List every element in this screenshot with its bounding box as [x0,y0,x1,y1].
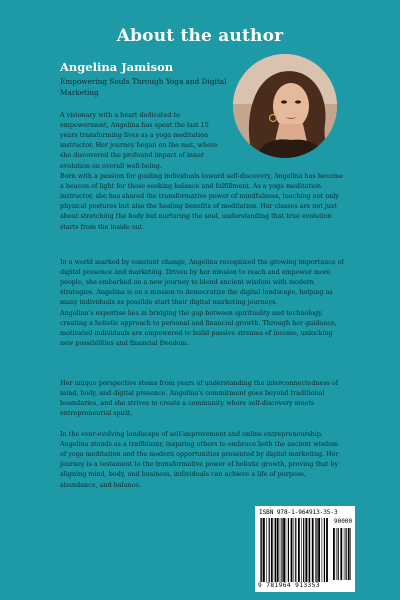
author-photo [233,54,337,158]
isbn-label: ISBN 978-1-964913-35-3 [259,509,338,516]
page-title: About the author [116,26,284,46]
barcode-bars-icon [260,518,330,582]
paragraph-closing: In the ever-evolving landscape of self-improvement and online entrepreneurship, Angelina stands as a trailblazer, inspiring others to embrace both the ancient wisdom of yoga meditation and the modern opportunities presented by digital marketing. Her journey is a testament to the transformative power of holistic growth, proving that by aligning mind, body, and business, individuals can achieve a life of purpose, abundance, and balance. [60,430,339,489]
paragraph-perspective: Her unique perspective stems from years of understanding the interconnectedness of mind, body, and digital presence. Angelina's commitment goes beyond traditional boundaries, and she strives to create a community where self-discovery meets entrepreneurial spirit. [60,379,339,418]
paragraph-background: Born with a passion for guiding individuals toward self-discovery, Angelina has become a beacon of light for those seeking balance and fulfillment. As a yoga meditation instructor, she has shared the transformative power of mindfulness, teaching not only physical postures but also the healing benefits of meditation. Her classes are not just about stretching the body but nurturing the soul, understanding that true evolution starts from the inside out. [60,172,343,231]
portrait-image [233,54,337,158]
barcode-digits: 9 781964 913353 [258,582,320,589]
paragraph-expertise: Angelina's expertise lies in bridging the gap between spirituality and technology, creating a holistic approach to personal and financial growth. Through her guidance, motivated individuals are empowered to build passive streams of income, unlocking new possibilities and financial freedom. [60,308,337,347]
intro-paragraph: A visionary with a heart dedicated to empowerment, Angelina has spent the last 15 years transforming lives as a yoga meditation instructor. Her journey began on the mat, where she discovered the profound impact of inner evolution on overall well-being. [60,111,218,170]
barcode-addon-label: 90000 [334,518,353,525]
author-name: Angelina Jamison [60,60,174,74]
paragraph-digital-mission: In a world marked by constant change, Angelina recognized the growing importance of digital presence and marketing. Driven by her mission to reach and empower more people, she embarked on a new journey to blend ancient wisdom with modern strategies. Angelina is on a mission to democratize the digital landscape, helping as many individuals as possible start their digital marketing journeys. [60,258,344,307]
isbn-barcode [255,506,355,592]
barcode-addon-bars-icon [333,528,352,580]
paragraph-digital-group [60,257,345,348]
author-tagline: Empowering Souls Through Yoga and Digital Marketing [60,77,227,97]
